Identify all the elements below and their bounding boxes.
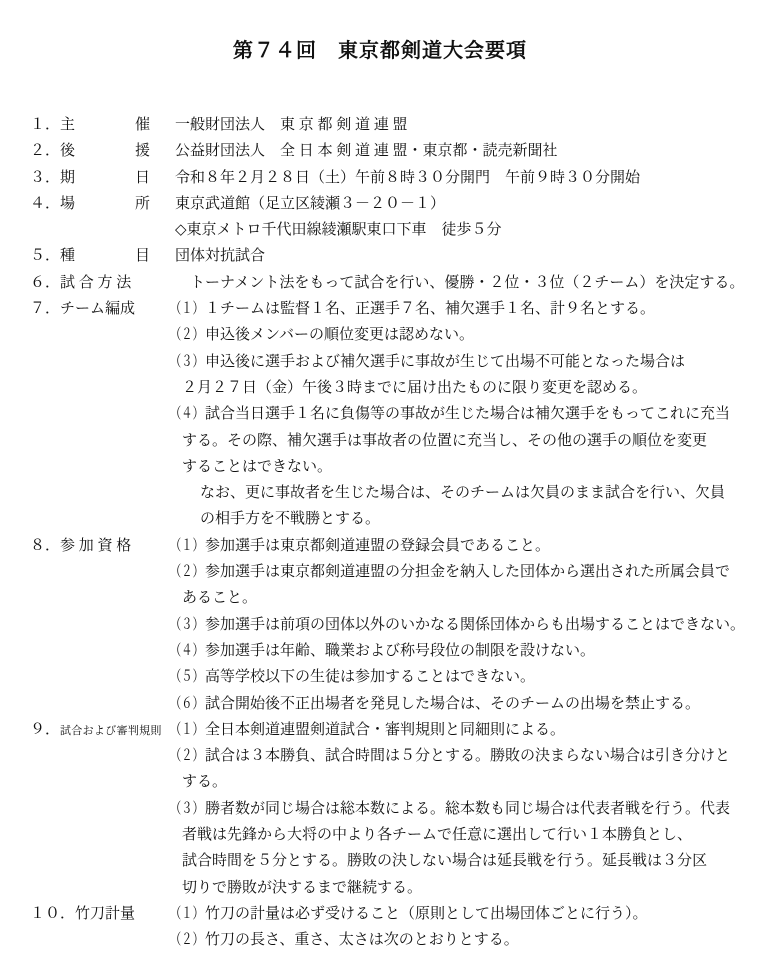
item-label-text: 試合および審判規則 <box>60 724 162 737</box>
content-line: 東京武道館（足立区綾瀬３－２０－１） <box>175 195 446 212</box>
item-row <box>30 717 748 901</box>
item-number: ８． <box>30 537 61 554</box>
clause-marker: （６） <box>170 695 204 712</box>
clause: （３）勝者数が同じ場合は総本数による。総本数も同じ場合は代表者戦を行う。代表 者戦は先鋒から大将の中より各チームで任意に選出して行い１本勝負とし、 試合時間を５分とする。勝敗の決しない場合は延長戦を行う。延長戦は３分区 切りで勝敗が決するまで継続する。 <box>170 796 748 901</box>
item-label-text: 種 目 <box>60 248 151 265</box>
item-row <box>30 533 748 717</box>
item-label-text: 主 催 <box>60 117 151 133</box>
clause-marker: （１） <box>170 721 204 738</box>
clause-marker: （４） <box>170 406 204 423</box>
clause: （５）高等学校以下の生徒は参加することはできない。 <box>170 664 748 690</box>
clause: （１）全日本剣道連盟剣道試合・審判規則と同細則による。 <box>170 717 748 743</box>
item-label-text: 後 援 <box>60 143 151 160</box>
clause: （２）申込後メンバーの順位変更は認めない。 <box>170 322 748 348</box>
item-label-cell <box>30 717 170 744</box>
item-number: ４． <box>30 195 61 212</box>
item-number: ９． <box>30 721 61 738</box>
item-row <box>30 901 748 954</box>
item-number: ７． <box>30 301 61 318</box>
item-label-cell <box>30 270 170 296</box>
item-content <box>170 296 748 533</box>
item-content <box>170 112 748 138</box>
clause-marker: （２） <box>170 564 204 581</box>
clause-marker: （２） <box>170 932 204 949</box>
clause-marker: （４） <box>170 642 204 659</box>
item-content <box>170 165 748 191</box>
item-number: ２． <box>30 143 61 160</box>
item-content <box>170 901 748 954</box>
item-label-cell <box>30 191 170 217</box>
clause-marker: （３） <box>170 616 204 633</box>
item-row <box>30 112 748 138</box>
clause: （１）参加選手は東京都剣道連盟の登録会員であること。 <box>170 533 748 559</box>
clause-marker: （３） <box>170 800 204 817</box>
item-label-cell <box>30 296 170 322</box>
item-label-cell <box>30 533 170 559</box>
item-number: １． <box>30 117 61 133</box>
clause-marker: （２） <box>170 748 204 765</box>
item-content <box>170 138 748 164</box>
clause: （１）１チームは監督１名、正選手７名、補欠選手１名、計９名とする。 <box>170 296 748 322</box>
clause-marker: （５） <box>170 669 204 686</box>
content-line: 令和８年２月２８日（土）午前８時３０分開門 午前９時３０分開始 <box>175 169 641 186</box>
clause: （１）竹刀の計量は必ず受けること（原則として出場団体ごとに行う）。 <box>170 901 748 927</box>
item-label-text: 試 合 方 法 <box>60 274 132 291</box>
item-label-text: 参 加 資 格 <box>60 537 132 554</box>
items-list <box>30 112 748 954</box>
content-line: ◇東京メトロ千代田線綾瀬駅東口下車 徒歩５分 <box>175 222 502 239</box>
item-label-cell <box>30 138 170 164</box>
content-line: トーナメント法をもって試合を行い、優勝・２位・３位（２チーム）を決定する。 <box>175 274 745 291</box>
clause: （４）参加選手は年齢、職業および称号段位の制限を設けない。 <box>170 638 748 664</box>
clause: （２）竹刀の長さ、重さ、太さは次のとおりとする。 <box>170 927 748 953</box>
item-number: ６． <box>30 274 61 291</box>
clause: （６）試合開始後不正出場者を発見した場合は、そのチームの出場を禁止する。 <box>170 691 748 717</box>
item-number: ５． <box>30 248 61 265</box>
item-row <box>30 296 748 533</box>
clause: （３）申込後に選手および補欠選手に事故が生じて出場不可能となった場合は ２月２７日（金）午後３時までに届け出たものに限り変更を認める。 <box>170 349 748 402</box>
clause: （４）試合当日選手１名に負傷等の事故が生じた場合は補欠選手をもってこれに充当 する。その際、補欠選手は事故者の位置に充当し、その他の選手の順位を変更 することはできない。 <box>170 401 748 480</box>
clause-marker: （２） <box>170 327 204 344</box>
item-content <box>170 191 748 244</box>
clause-marker: （１） <box>170 537 204 554</box>
content-line: 公益財団法人 全 日 本 剣 道 連 盟・東京都・読売新聞社 <box>175 143 558 160</box>
clause: （２）試合は３本勝負、試合時間は５分とする。勝敗の決まらない場合は引き分けと する。 <box>170 743 748 796</box>
content-line: 団体対抗試合 <box>175 248 266 265</box>
item-label-text: 場 所 <box>60 195 151 212</box>
item-label-text: 竹刀計量 <box>75 905 136 922</box>
item-content <box>170 270 748 296</box>
item-label-cell <box>30 112 170 138</box>
clause-continuation: なお、更に事故者を生じた場合は、そのチームは欠員のまま試合を行い、欠員 の相手方を不戦勝とする。 <box>200 485 726 528</box>
item-number: ３． <box>30 169 61 186</box>
clause-marker: （１） <box>170 905 204 922</box>
clause-marker: （１） <box>170 301 204 318</box>
item-label-cell <box>30 901 170 927</box>
page-title: 第７４回 東京都剣道大会要項 <box>233 40 527 62</box>
item-content <box>170 533 748 717</box>
clause-marker: （３） <box>170 353 204 370</box>
item-row <box>30 270 748 296</box>
item-row <box>30 191 748 244</box>
item-label-cell <box>30 243 170 269</box>
item-content <box>170 717 748 901</box>
item-label-text: チーム編成 <box>60 301 136 318</box>
clause: （２）参加選手は東京都剣道連盟の分担金を納入した団体から選出された所属会員で あること。 <box>170 559 748 612</box>
item-label-text: 期 日 <box>60 169 151 186</box>
item-label-cell <box>30 165 170 191</box>
item-row <box>30 138 748 164</box>
clause: （３）参加選手は前項の団体以外のいかなる関係団体からも出場することはできない。 <box>170 612 748 638</box>
content-line: 一般財団法人 東 京 都 剣 道 連 盟 <box>175 117 408 133</box>
item-content <box>170 243 748 269</box>
item-number: １０． <box>30 905 76 922</box>
item-row <box>30 165 748 191</box>
item-row <box>30 243 748 269</box>
